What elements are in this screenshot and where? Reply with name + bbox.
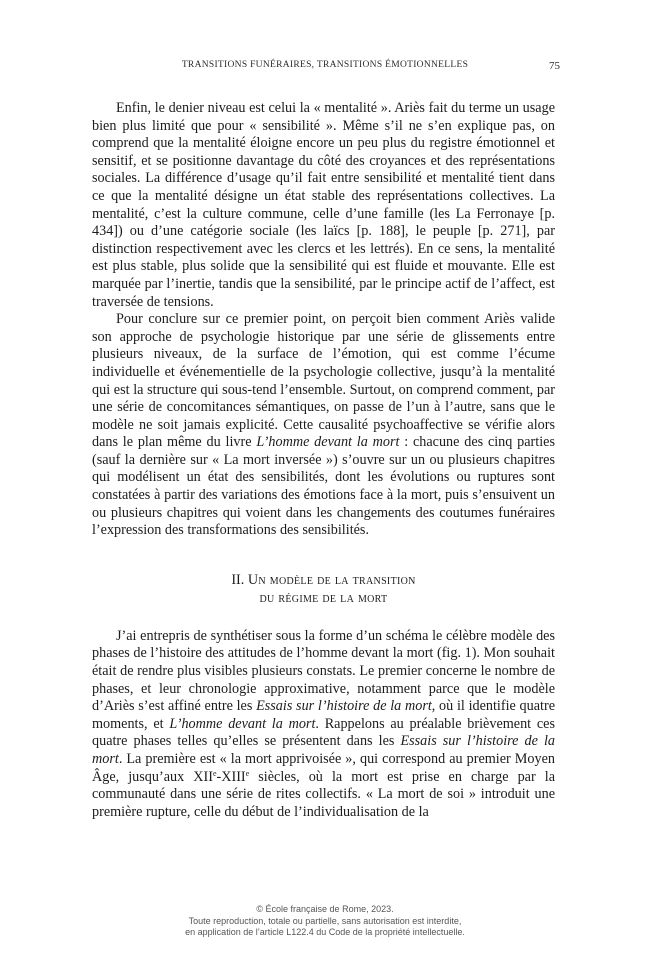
- paragraph-text: : chacune des cinq parties (sauf la dernière sur « La mort inversée ») s’ouvre sur un ou plusieurs chapitres qui modélisent un état des sensibilités, dont les évolutions ou ruptures sont constatées à partir des variations des émotions face à la mort, puis s’ensuivent un ou plusieurs chapitres qui voient dans les changements des coutumes funéraires l’expression des transformations des sensibilités.: [92, 434, 555, 539]
- superscript: e: [245, 768, 250, 778]
- copyright-footer: [90, 904, 560, 939]
- section-numeral: II.: [231, 571, 245, 588]
- paragraph-model: [92, 628, 555, 822]
- copyright-notice-line: en application de l’article L122.4 du Code de la propriété intellectuelle.: [185, 927, 465, 937]
- book-title: L’homme devant la mort: [169, 715, 316, 732]
- section-title-line-2: du régime de la mort: [259, 589, 388, 606]
- section-title-line-1: Un modèle de la transition: [247, 571, 416, 588]
- paragraph-mentalite: Enfin, le denier niveau est celui la « mentalité ». Ariès fait du terme un usage bien plus limité que pour « sensibilité ». Même s’il ne s’en explique pas, on comprend que la mentalité éloigne encore un peu plus du registre émotionnel et sensitif, et se positionne davantage du côté des croyances et des représentations sociales. La différence d’usage qu’il fait entre sensibilité et mentalité tient dans ce que la mentalité désigne un état stable des représentations collectives. La mentalité, c’est la culture commune, celle d’une famille (les La Ferronaye [p. 434]) ou d’une catégorie sociale (les laïcs [p. 188], le peuple [p. 271], par distinction respectivement avec les clercs et les lettrés). En ce sens, la mentalité est plus stable, plus solide que la sensibilité qui est fluide et mouvante. Elle est marquée par l’inertie, tandis que la sensibilité, par le principe actif de l’affect, est traversée de tensions.: [92, 100, 555, 310]
- running-title: TRANSITIONS FUNÉRAIRES, TRANSITIONS ÉMOTIONNELLES: [181, 60, 469, 70]
- copyright-line: © École française de Rome, 2023.: [256, 904, 394, 914]
- book-title: Essais sur l’histoire de la mort: [92, 733, 555, 767]
- paragraph-text: J’ai entrepris de synthétiser sous la forme d’un schéma le célèbre modèle des phases de l’histoire des attitudes de l’homme devant la mort (fig. 1). Mon souhait était de rendre plus visibles plusieurs constats. Le premier concerne le nombre de phases, et leur chronologie approximative, notamment parce que le modèle d’Ariès s’est affiné entre les: [92, 627, 555, 715]
- section-heading-line-1: [92, 571, 555, 589]
- book-title: L’homme devant la mort: [256, 434, 400, 451]
- superscript: e: [212, 768, 217, 778]
- section-heading: [92, 571, 555, 607]
- paragraph-text: -XIII: [216, 768, 246, 785]
- paragraph-text: siècles, où la mort est prise en charge par la communauté dans une série de rites collectifs. « La mort de soi » introduit une première rupture, celle du début de l’individualisation de la: [92, 768, 555, 820]
- paragraph-conclusion: [92, 311, 555, 540]
- paragraph-text: Pour conclure sur ce premier point, on perçoit bien comment Ariès valide son approche de psychologie historique par une série de glissements entre plusieurs niveaux, de la surface de l’émotion, qui est comme l’écume individuelle et événementielle de la psychologie collective, jusqu’à la mentalité qui est la structure qui sous-tend l’ensemble. Surtout, on comprend comment, par une série de concomitances sémantiques, on passe de l’un à l’autre, sans que le modèle ne soit jamais explicité. Cette causalité psychoaffective se vérifie alors dans le plan même du livre: [92, 311, 555, 451]
- paragraph-text: . Rappelons au préalable brièvement ces quatre phases telles qu’elles se présentent dans les: [92, 715, 555, 750]
- book-title: Essais sur l’histoire de la mort: [256, 698, 432, 715]
- main-text: [92, 100, 555, 821]
- paragraph-text: , où il identifie quatre moments, et: [92, 698, 556, 732]
- copyright-notice-line: Toute reproduction, totale ou partielle, sans autorisation est interdite,: [188, 915, 462, 926]
- page-number: 75: [549, 60, 560, 72]
- paragraph-text: . La première est « la mort apprivoisée », qui correspond au premier Moyen Âge, jusqu’aux XII: [92, 751, 555, 785]
